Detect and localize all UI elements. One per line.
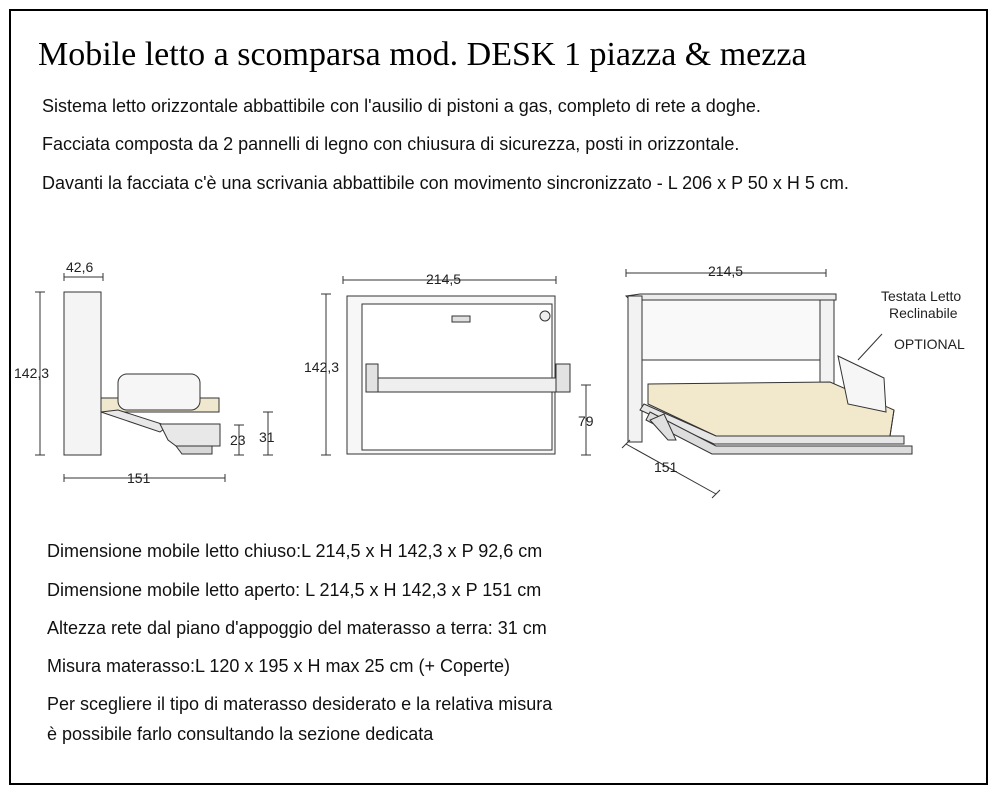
side-depth-open-label: 151	[127, 470, 151, 486]
front-height-label: 142,3	[304, 359, 340, 375]
spec-mattress: Misura materasso:L 120 x 195 x H max 25 cm (+ Coperte)	[47, 656, 511, 676]
description-line-2: Facciata composta da 2 pannelli di legno con chiusura di sicurezza, posti in orizzontale.	[42, 134, 740, 154]
page-title: Mobile letto a scomparsa mod. DESK 1 piazza & mezza	[38, 36, 807, 73]
note-line-2: è possibile farlo consultando la sezione dedicata	[47, 724, 434, 744]
front-desk-height-label: 79	[578, 413, 594, 429]
side-view-drawing	[35, 273, 273, 482]
perspective-depth-label: 151	[654, 459, 678, 475]
note-line-1: Per scegliere il tipo di materasso desiderato e la relativa misura	[47, 694, 553, 714]
perspective-width-label: 214,5	[708, 263, 744, 279]
side-depth-closed-label: 42,6	[66, 259, 94, 275]
side-net-height-label: 31	[259, 429, 275, 445]
side-foot-height-label: 23	[230, 432, 246, 448]
front-width-label: 214,5	[426, 271, 462, 287]
description-line-1: Sistema letto orizzontale abbattibile con l'ausilio di pistoni a gas, completo di rete a doghe.	[42, 96, 761, 116]
spec-open: Dimensione mobile letto aperto: L 214,5 x H 142,3 x P 151 cm	[47, 580, 542, 600]
description-line-3: Davanti la facciata c'è una scrivania abbattibile con movimento sincronizzato - L 206 x P 50 x H 5 cm.	[42, 173, 849, 193]
technical-drawings	[0, 240, 1000, 510]
front-view-drawing	[321, 276, 591, 455]
headboard-label-line-1: Testata Letto	[881, 288, 962, 304]
headboard-label-line-2: Reclinabile	[889, 305, 958, 321]
side-height-label: 142,3	[14, 365, 50, 381]
optional-label: OPTIONAL	[894, 336, 965, 352]
spec-net-height: Altezza rete dal piano d'appoggio del materasso a terra: 31 cm	[47, 618, 547, 638]
spec-closed: Dimensione mobile letto chiuso:L 214,5 x H 142,3 x P 92,6 cm	[47, 541, 543, 561]
